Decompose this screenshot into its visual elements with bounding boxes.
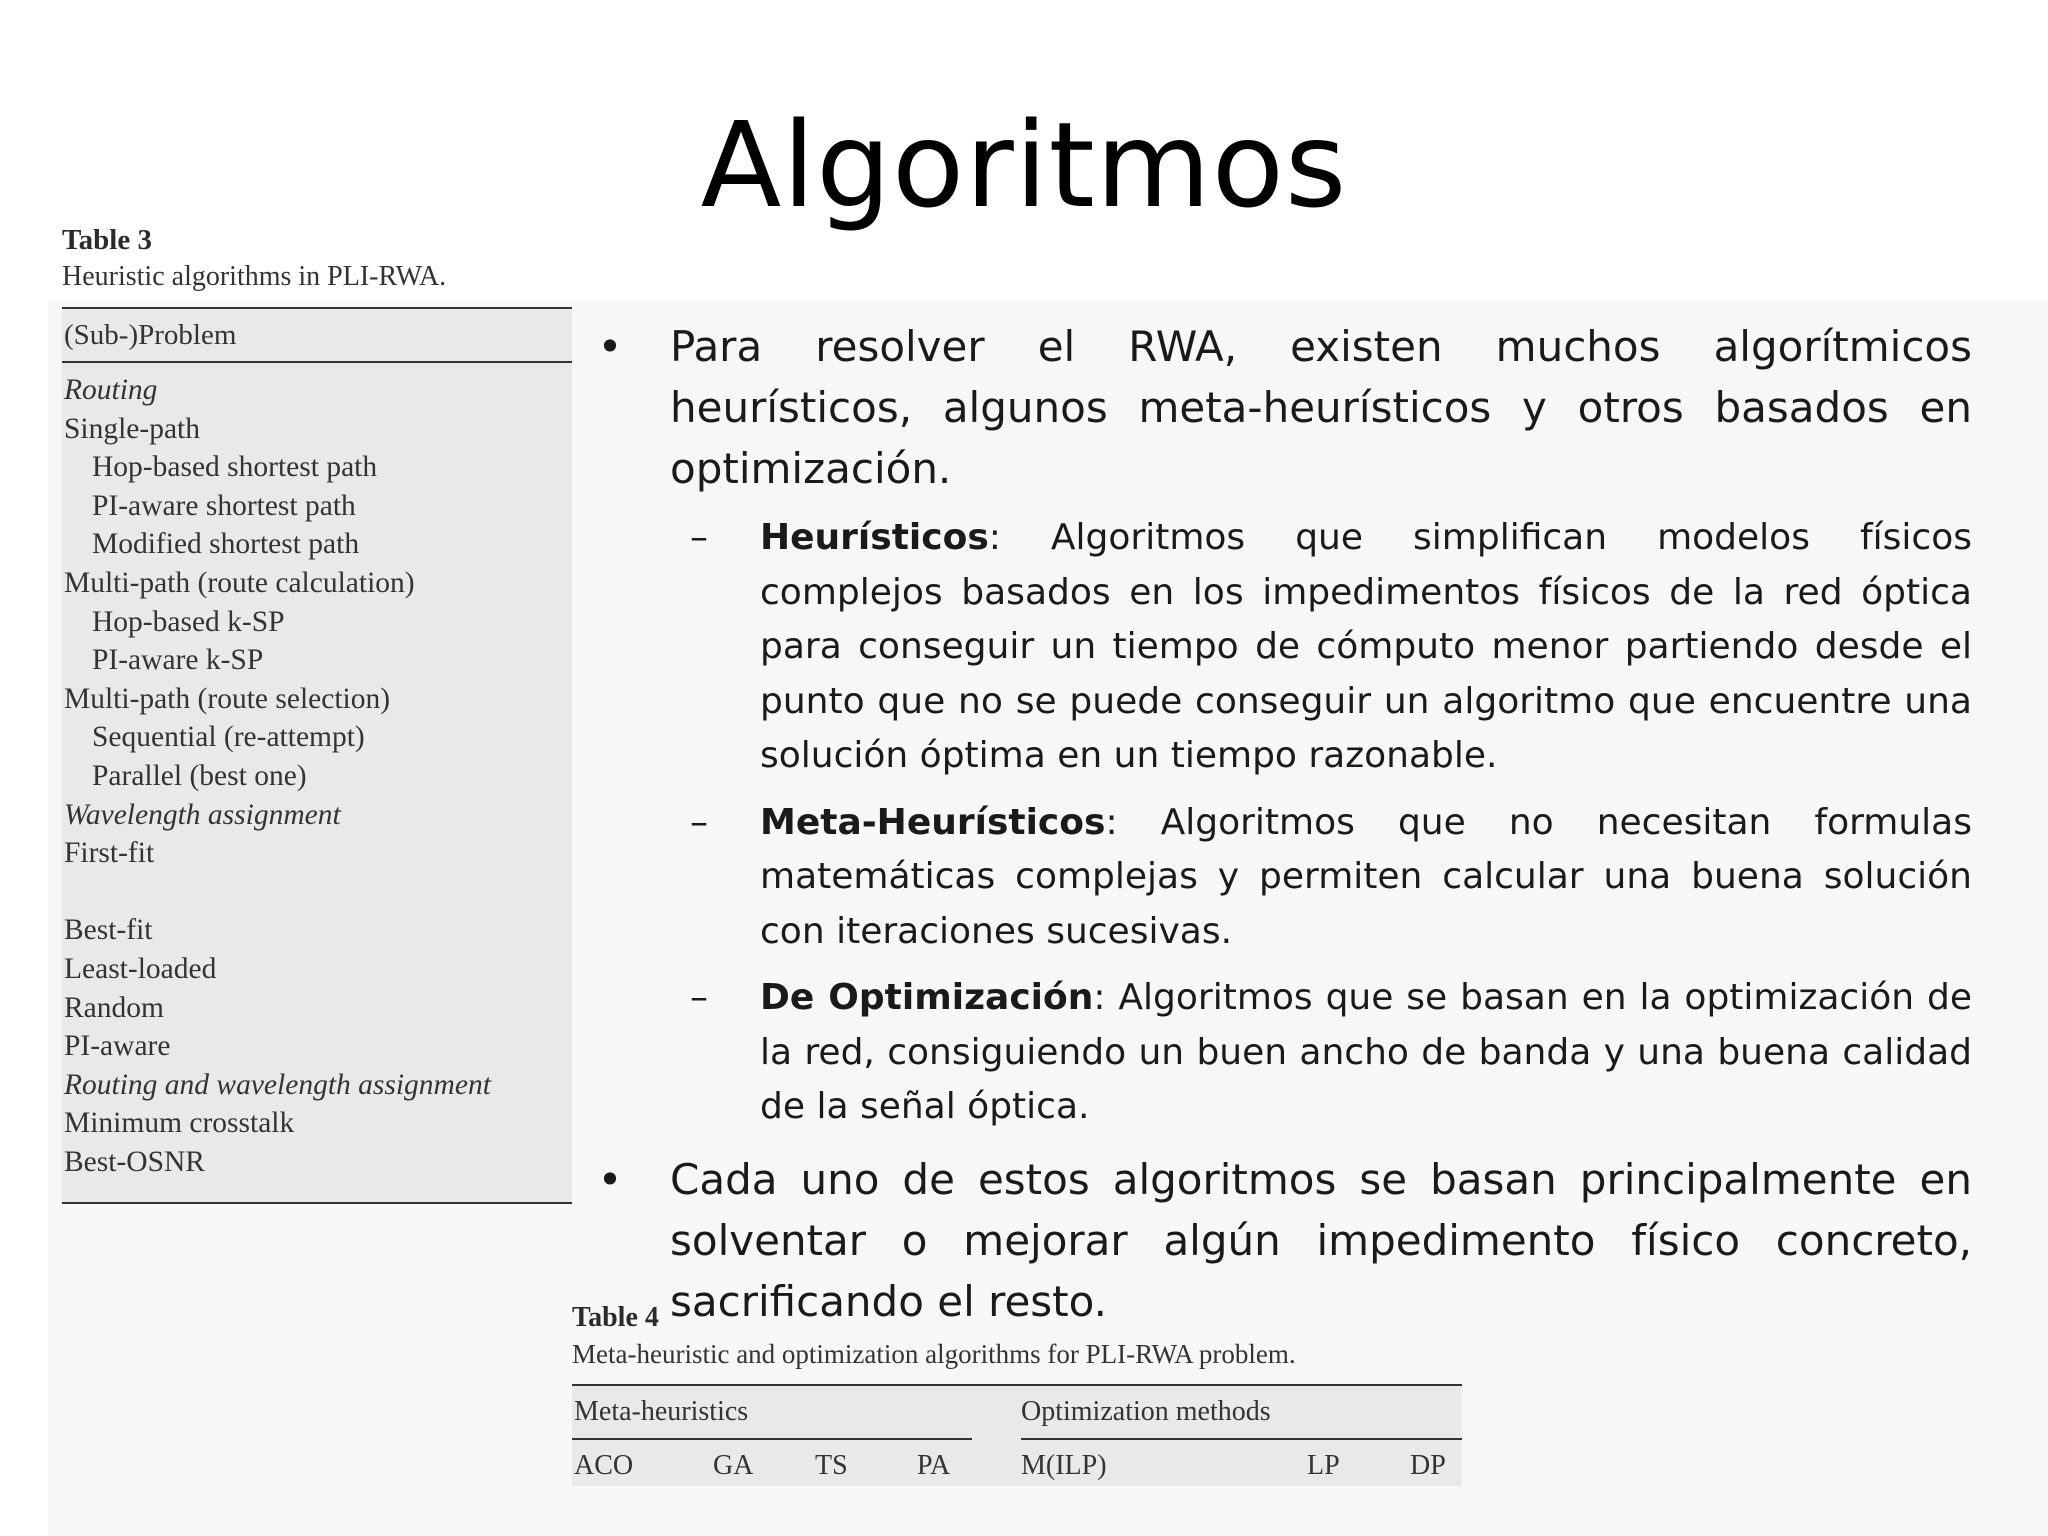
slide-title: Algoritmos xyxy=(700,96,1348,234)
dash-glyph: – xyxy=(690,517,708,558)
table-cell: DP xyxy=(1410,1450,1446,1481)
table-row: Parallel (best one) xyxy=(92,759,307,792)
table-row: PI-aware shortest path xyxy=(92,489,356,522)
table-4 xyxy=(572,1300,1462,1486)
table-row: Wavelength assignment xyxy=(64,798,341,831)
table-row: Single-path xyxy=(64,412,201,445)
bullet-glyph: • xyxy=(597,322,623,371)
table-row: Best-OSNR xyxy=(64,1145,205,1178)
sub-bullet-text: : Algoritmos que simplifican modelos físicos complejos basados en los impedimentos físicos de la red óptica para conseguir un tiempo de cómputo menor partiendo desde el punto que no se puede conseguir un algoritmo que encuentre una solución óptima en un tiempo razonable. xyxy=(760,517,1972,776)
table-4-caption: Meta-heuristic and optimization algorithms for PLI-RWA problem. xyxy=(572,1339,1296,1369)
dash-glyph: – xyxy=(690,977,708,1018)
sub-bullet-text: : Algoritmos que no necesitan formulas matemáticas complejas y permiten calcular una buena solución con iteraciones sucesivas. xyxy=(760,801,1972,952)
table-row: Modified shortest path xyxy=(92,528,360,561)
table-4-group-header: Optimization methods xyxy=(1021,1396,1271,1427)
table-row-spacer xyxy=(62,873,572,912)
sub-bullet-term: Meta-Heurísticos xyxy=(760,801,1106,843)
bullet-text: Para resolver el RWA, existen muchos algorítmicos heurísticos, algunos meta-heurísticos y otros basados en optimización. xyxy=(670,322,1972,493)
table-cell: LP xyxy=(1307,1450,1340,1481)
dash-glyph: – xyxy=(690,801,708,843)
bullet-glyph: • xyxy=(597,1154,623,1204)
group-rule xyxy=(572,1438,972,1440)
sub-bullet-term: Heurísticos xyxy=(760,517,989,558)
table-cell: ACO xyxy=(574,1450,634,1481)
sub-bullet-text: : Algoritmos que se basan en la optimización de la red, consiguiendo un buen ancho de banda y una buena calidad de la señal óptica. xyxy=(760,977,1972,1127)
table-row: Sequential (re-attempt) xyxy=(92,721,365,754)
table-3-label: Table 3 xyxy=(62,224,152,256)
table-row: First-fit xyxy=(64,837,155,870)
table-row: PI-aware k-SP xyxy=(92,644,264,677)
table-cell: GA xyxy=(713,1450,754,1481)
table-row: Hop-based k-SP xyxy=(92,605,285,638)
sub-bullet-term: De Optimización xyxy=(760,977,1094,1018)
sub-bullet-item xyxy=(590,971,1972,1135)
table-3-body xyxy=(62,307,572,1204)
table-row: Hop-based shortest path xyxy=(92,451,378,484)
table-4-group-header: Meta-heuristics xyxy=(574,1396,749,1427)
table-row: Multi-path (route selection) xyxy=(64,682,391,715)
slide-content xyxy=(590,316,1972,1332)
table-row: Minimum crosstalk xyxy=(64,1107,295,1140)
table-row: Routing and wavelength assignment xyxy=(64,1068,491,1101)
table-row: Routing xyxy=(64,374,158,406)
table-cell: TS xyxy=(815,1450,848,1481)
table-row: PI-aware xyxy=(64,1030,171,1063)
table-3-caption: Heuristic algorithms in PLI-RWA. xyxy=(62,261,447,292)
table-3 xyxy=(62,222,572,1204)
sub-bullet-item xyxy=(590,511,1972,784)
group-rule xyxy=(1021,1438,1462,1440)
table-row: Least-loaded xyxy=(64,952,217,985)
table-3-rows xyxy=(62,363,572,1181)
table-3-header: (Sub-)Problem xyxy=(62,309,572,363)
table-4-body xyxy=(572,1384,1462,1486)
table-4-label: Table 4 xyxy=(572,1302,659,1333)
table-row: Multi-path (route calculation) xyxy=(64,566,415,599)
bullet-item xyxy=(590,316,1972,499)
table-cell: PA xyxy=(917,1450,951,1481)
table-row: Random xyxy=(64,991,164,1024)
bullet-text: Cada uno de estos algoritmos se basan principalmente en solventar o mejorar algún impedimento físico concreto, sacrificando el resto. xyxy=(670,1154,1972,1326)
table-row: Best-fit xyxy=(64,914,153,947)
table-cell: M(ILP) xyxy=(1021,1450,1107,1481)
sub-bullet-item xyxy=(590,796,1972,960)
